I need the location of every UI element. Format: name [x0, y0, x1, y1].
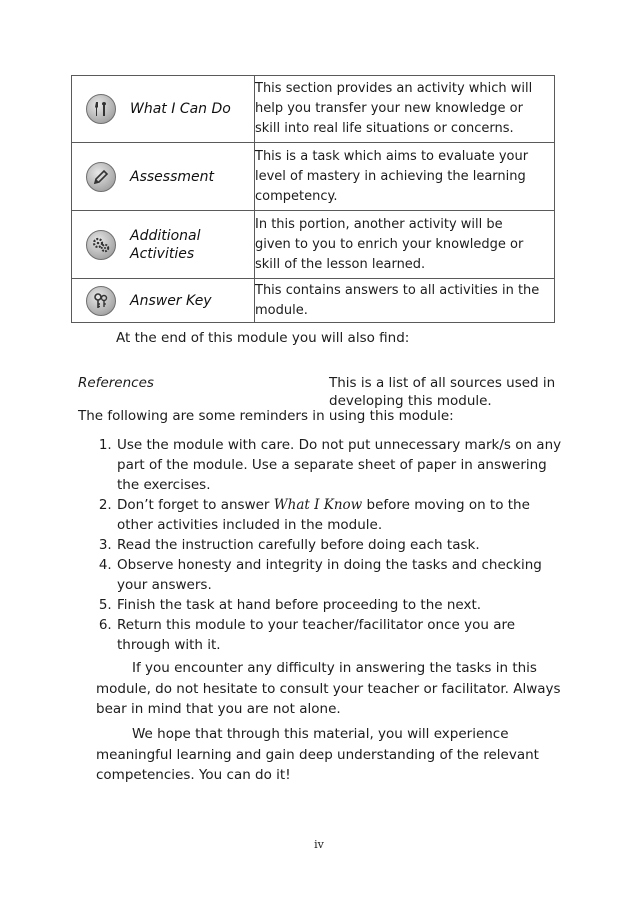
table-row [72, 211, 555, 279]
end-intro-text: At the end of this module you will also find: [116, 330, 410, 346]
list-item: 3. Read the instruction carefully before doing each task. [116, 535, 586, 555]
list-item: 5. Finish the task at hand before proceeding to the next. [116, 595, 586, 615]
list-item: 4. Observe honesty and integrity in doing the tasks and checking your answers. [116, 555, 586, 595]
section-label: Additional Activities [130, 227, 201, 262]
section-label: What I Can Do [130, 101, 231, 117]
reminders-list [96, 435, 586, 655]
table-row [72, 76, 555, 143]
table-row [72, 143, 555, 211]
section-description: This section provides an activity which will help you transfer your new knowledge or skill into real life situations or concerns. [255, 76, 555, 143]
closing-paragraph: We hope that through this material, you will experience meaningful learning and gain deep understanding of the relevant competencies. You can do it! [96, 726, 539, 783]
section-description: This contains answers to all activities in the module. [255, 279, 555, 323]
reminders-intro: The following are some reminders in using this module: [78, 408, 454, 424]
section-label: Assessment [130, 168, 214, 185]
pencil-icon [86, 162, 116, 192]
module-parts-table [71, 75, 555, 323]
section-label: Answer Key [130, 292, 212, 309]
difficulty-paragraph: If you encounter any difficulty in answering the tasks in this module, do not hesitate to consult your teacher or facilitator. Always bear in mind that you are not alone. [96, 660, 561, 717]
table-row [72, 279, 555, 323]
wrench-screwdriver-icon [86, 94, 116, 124]
references-description-line1: This is a list of all sources used in [329, 375, 556, 391]
list-item: 6. Return this module to your teacher/facilitator once you are through with it. [116, 615, 586, 655]
references-description-line2: developing this module. [329, 393, 492, 409]
references-label: References [78, 375, 154, 391]
list-item: 2. Don’t forget to answer What I Know before moving on to the other activities included in the module. [116, 495, 586, 535]
page-number: iv [314, 838, 324, 851]
gears-icon [86, 230, 116, 260]
section-description: In this portion, another activity will be given to you to enrich your knowledge or skill of the lesson learned. [255, 211, 555, 279]
section-description: This is a task which aims to evaluate your level of mastery in achieving the learning competency. [255, 143, 555, 211]
what-i-know-emphasis: What I Know [273, 497, 363, 513]
keys-icon [86, 286, 116, 316]
list-item: 1. Use the module with care. Do not put unnecessary mark/s on any part of the module. Use a separate sheet of paper in answering the exercises. [116, 435, 586, 495]
